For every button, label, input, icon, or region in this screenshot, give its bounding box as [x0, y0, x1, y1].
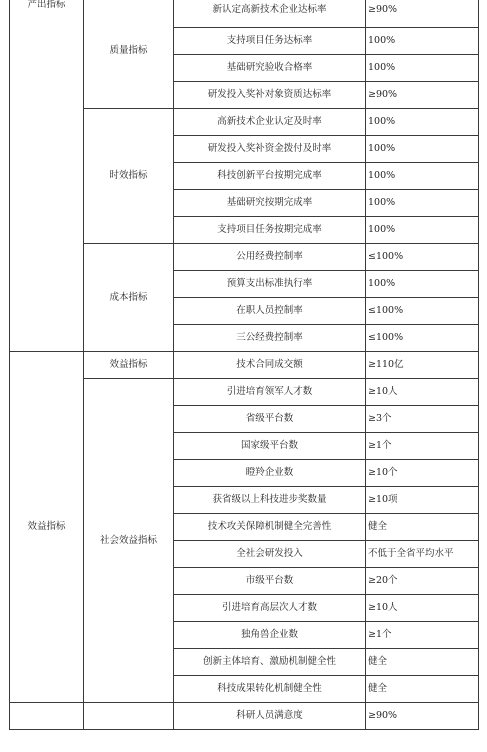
group-timeliness-cell: 时效指标: [84, 109, 174, 244]
indicator-name: 技术合同成交额: [174, 352, 366, 379]
indicator-value: 100%: [366, 217, 479, 244]
indicator-name: 研发投入奖补对象资质达标率: [174, 82, 366, 109]
indicator-value: ≥10人: [366, 595, 479, 622]
indicator-value: 健全: [366, 649, 479, 676]
indicator-name: 预算支出标准执行率: [174, 271, 366, 298]
indicator-name: 省级平台数: [174, 406, 366, 433]
indicator-value: ≥20个: [366, 568, 479, 595]
indicator-name: 支持项目任务按期完成率: [174, 217, 366, 244]
group-economic-cell: 效益指标: [84, 352, 174, 379]
indicator-value: ≥3个: [366, 406, 479, 433]
indicator-name: 高新技术企业认定及时率: [174, 109, 366, 136]
level1-output-cell: 产出指标: [10, 0, 84, 352]
table-row: [10, 352, 479, 379]
indicator-name: 全社会研发投入: [174, 541, 366, 568]
indicator-name: 支持项目任务达标率: [174, 28, 366, 55]
group-quality-cell: 质量指标: [84, 0, 174, 109]
indicator-value: 100%: [366, 55, 479, 82]
table-row: [10, 0, 479, 28]
group-cost-cell: 成本指标: [84, 244, 174, 352]
indicator-value: ≥10人: [366, 379, 479, 406]
indicator-value: 100%: [366, 190, 479, 217]
indicator-value: ≤100%: [366, 298, 479, 325]
indicator-value: ≥10项: [366, 487, 479, 514]
indicator-value: 100%: [366, 271, 479, 298]
indicator-name: 创新主体培育、激励机制健全性: [174, 649, 366, 676]
indicator-value: 100%: [366, 109, 479, 136]
indicator-value: ≥10个: [366, 460, 479, 487]
indicator-name: 国家级平台数: [174, 433, 366, 460]
indicator-value: 100%: [366, 136, 479, 163]
indicator-name: 引进培育高层次人才数: [174, 595, 366, 622]
indicator-value: ≥90%: [366, 0, 479, 28]
indicator-value: ≥90%: [366, 703, 479, 730]
indicator-name: 科研人员满意度: [174, 703, 366, 730]
indicator-value: 100%: [366, 28, 479, 55]
indicator-name: 获省级以上科技进步奖数量: [174, 487, 366, 514]
indicator-name: 科技创新平台按期完成率: [174, 163, 366, 190]
indicator-name: 市级平台数: [174, 568, 366, 595]
indicator-value: ≥90%: [366, 82, 479, 109]
indicator-name: 引进培育领军人才数: [174, 379, 366, 406]
indicator-value: 健全: [366, 676, 479, 703]
indicator-name: 瞪羚企业数: [174, 460, 366, 487]
indicator-name: 基础研究按期完成率: [174, 190, 366, 217]
indicator-name: 基础研究验收合格率: [174, 55, 366, 82]
indicator-name: 技术攻关保障机制健全完善性: [174, 514, 366, 541]
indicator-name: 三公经费控制率: [174, 325, 366, 352]
indicator-value: ≤100%: [366, 325, 479, 352]
group-social-cell: 社会效益指标: [84, 379, 174, 703]
level1-benefit-cell: 效益指标: [10, 352, 84, 703]
group-next-cell: [84, 703, 174, 730]
indicator-name: 新认定高新技术企业达标率: [174, 0, 366, 28]
indicator-name: 独角兽企业数: [174, 622, 366, 649]
indicator-value: ≤100%: [366, 244, 479, 271]
indicator-name: 研发投入奖补资金拨付及时率: [174, 136, 366, 163]
performance-indicator-table: [9, 0, 479, 730]
indicator-value: ≥110亿: [366, 352, 479, 379]
indicator-value: 不低于全省平均水平: [366, 541, 479, 568]
level1-next-cell: [10, 703, 84, 730]
indicator-name: 在职人员控制率: [174, 298, 366, 325]
indicator-value: 100%: [366, 163, 479, 190]
indicator-value: ≥1个: [366, 433, 479, 460]
indicator-value: ≥1个: [366, 622, 479, 649]
table-row: [10, 703, 479, 730]
indicator-name: 科技成果转化机制健全性: [174, 676, 366, 703]
indicator-name: 公用经费控制率: [174, 244, 366, 271]
indicator-value: 健全: [366, 514, 479, 541]
